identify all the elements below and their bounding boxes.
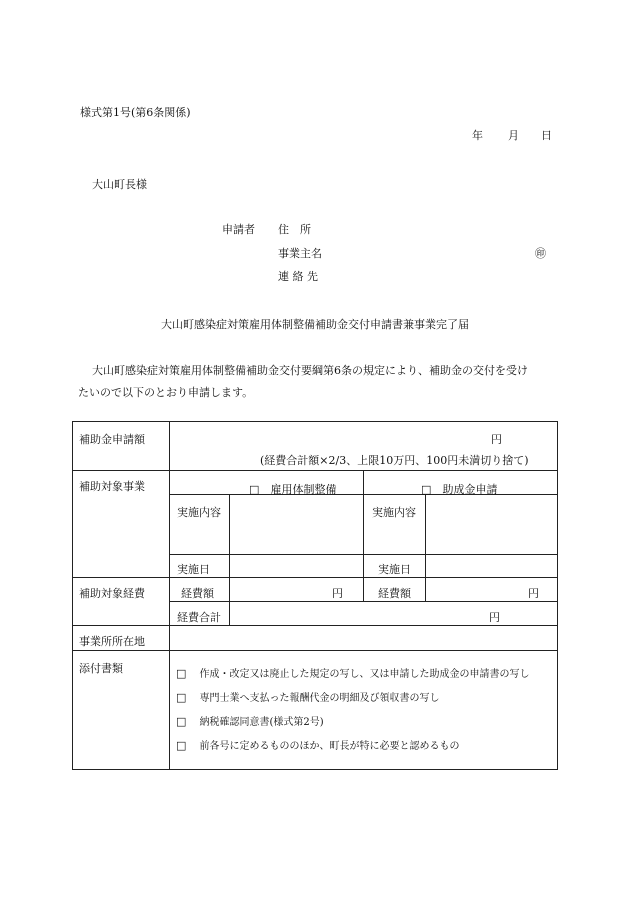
checkbox-icon[interactable]: □	[421, 483, 432, 496]
cost-amount-yen-1: 円	[332, 587, 343, 600]
applicant-label: 申請者	[222, 223, 255, 236]
attachment-text: 作成・改定又は廃止した規定の写し、又は申請した助成金の申請書の写し	[199, 669, 530, 680]
address-label: 住 所	[278, 223, 311, 236]
contact-label: 連 絡 先	[278, 270, 318, 283]
target-project-label: 補助対象事業	[79, 480, 145, 493]
checkbox-icon[interactable]: □	[249, 483, 260, 496]
attachment-item	[176, 686, 440, 705]
subsidy-amount-note: (経費合計額×2/3、上限10万円、100円未満切り捨て)	[260, 454, 529, 467]
impl-content-label-2: 実施内容	[372, 506, 416, 519]
attachments-label: 添付書類	[79, 662, 123, 675]
impl-date-field-1[interactable]	[232, 557, 360, 575]
option-employment-system[interactable]	[249, 478, 337, 497]
impl-date-label-2: 実施日	[378, 563, 411, 576]
seal-mark: ㊞	[535, 247, 546, 260]
subsidy-amount-label: 補助金申請額	[79, 433, 145, 446]
body-line-1: 大山町感染症対策雇用体制整備補助金交付要綱第6条の規定により、補助金の交付を受け	[92, 364, 528, 377]
checkbox-icon[interactable]: □	[176, 715, 187, 728]
attachment-text: 専門士業へ支払った報酬代金の明細及び領収書の写し	[199, 693, 440, 704]
cost-amount-label-1: 経費額	[181, 587, 214, 600]
checkbox-icon[interactable]: □	[176, 691, 187, 704]
target-cost-label: 補助対象経費	[79, 587, 145, 600]
attachment-item	[176, 662, 530, 681]
impl-content-label-1: 実施内容	[177, 506, 221, 519]
date-year-label: 年	[472, 129, 483, 142]
addressee: 大山町長様	[92, 178, 147, 191]
option-employment-system-label: 雇用体制整備	[270, 483, 337, 496]
subsidy-amount-yen: 円	[491, 433, 502, 446]
impl-content-field-2[interactable]	[428, 497, 554, 551]
option-subsidy-application[interactable]	[421, 478, 498, 497]
office-location-label: 事業所所在地	[79, 635, 145, 648]
checkbox-icon[interactable]: □	[176, 667, 187, 680]
date-day-label: 日	[541, 129, 552, 142]
subsidy-amount-field[interactable]	[175, 425, 475, 445]
cost-amount-field-1[interactable]	[232, 580, 327, 598]
business-owner-label: 事業主名	[278, 247, 322, 260]
document-title: 大山町感染症対策雇用体制整備補助金交付申請書兼事業完了届	[161, 318, 469, 331]
body-line-2: たいので以下のとおり申請します。	[78, 386, 254, 399]
cost-total-field[interactable]	[232, 604, 482, 622]
attachment-item	[176, 734, 460, 753]
attachment-item	[176, 710, 324, 729]
cost-amount-label-2: 経費額	[378, 587, 411, 600]
office-location-field[interactable]	[175, 628, 553, 647]
form-number: 様式第1号(第6条関係)	[80, 106, 191, 119]
impl-content-field-1[interactable]	[232, 497, 360, 551]
attachment-text: 納税確認同意書(様式第2号)	[199, 717, 324, 728]
option-subsidy-application-label: 助成金申請	[442, 483, 498, 496]
cost-total-yen: 円	[489, 611, 500, 624]
checkbox-icon[interactable]: □	[176, 739, 187, 752]
impl-date-label-1: 実施日	[177, 563, 210, 576]
cost-amount-yen-2: 円	[528, 587, 539, 600]
cost-total-label: 経費合計	[177, 611, 221, 624]
impl-date-field-2[interactable]	[428, 557, 554, 575]
date-month-label: 月	[508, 129, 519, 142]
attachment-text: 前各号に定めるもののほか、町長が特に必要と認めるもの	[199, 741, 460, 752]
cost-amount-field-2[interactable]	[428, 580, 523, 598]
